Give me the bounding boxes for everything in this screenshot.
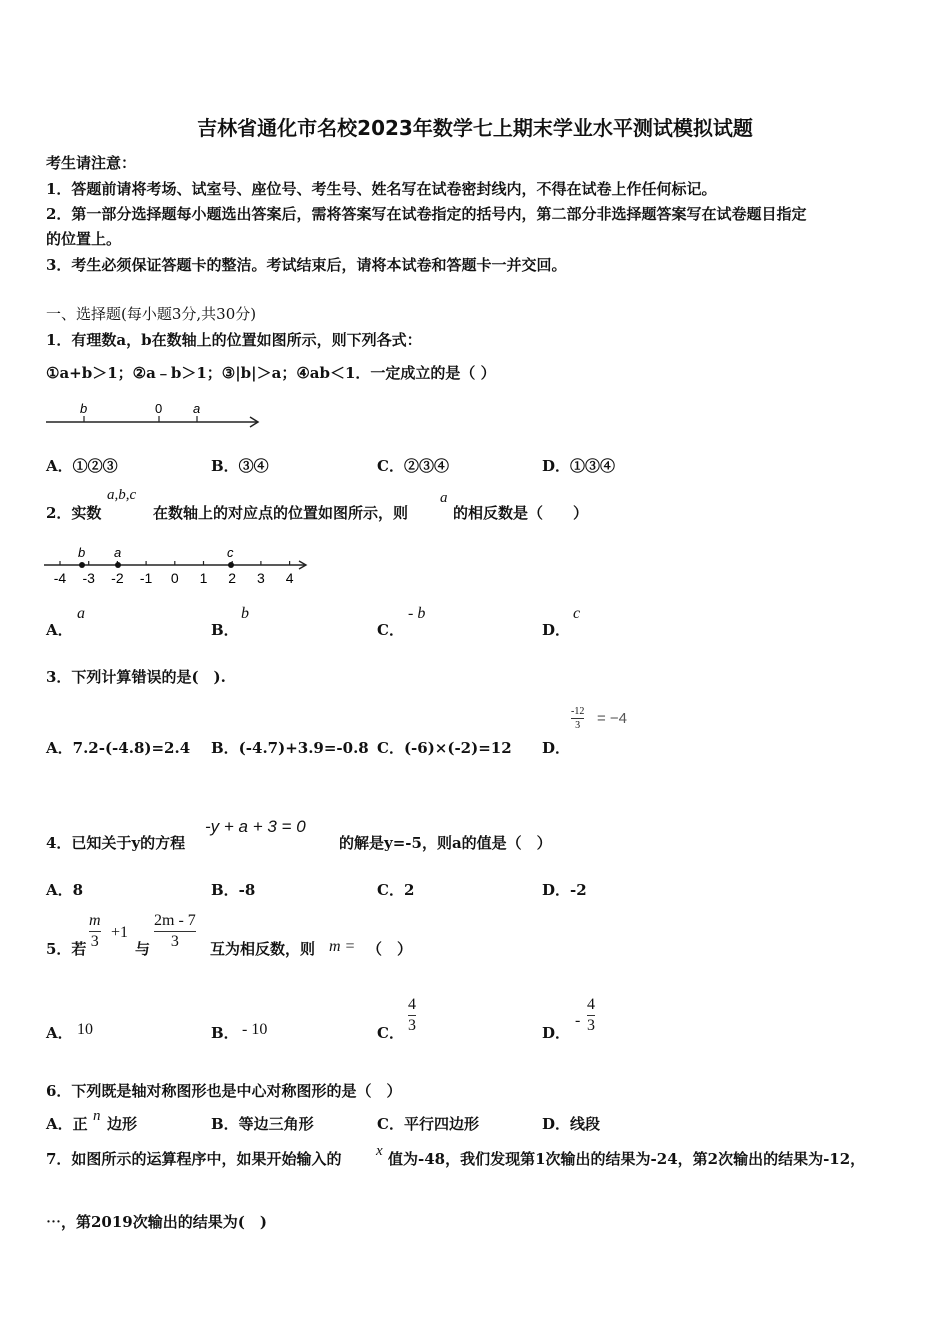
q5-stem-mid: 与 [135, 940, 151, 958]
q5-stem-pre: 5．若 [46, 940, 87, 958]
q2-stem-mid: 在数轴上的对应点的位置如图所示，则 [153, 504, 409, 522]
notice-item-2-cont: 的位置上。 [46, 230, 122, 248]
q2-point-c [228, 562, 234, 568]
q4-option-d[interactable]: D．-2 [542, 881, 587, 899]
q5-option-d-label[interactable]: D． [542, 1024, 571, 1042]
q4-stem-post: 的解是y=-5，则a的值是（ ） [339, 834, 552, 852]
q2-axis-tick-label: -3 [82, 570, 95, 586]
q1-option-b[interactable]: B．③④ [211, 457, 269, 475]
q1-axis-label-0: 0 [155, 401, 163, 416]
section-heading: 一、选择题(每小题3分,共30分) [46, 305, 257, 323]
q5-paren: （ ） [367, 940, 413, 958]
q5-option-b-label[interactable]: B． [211, 1024, 239, 1042]
q6-option-c[interactable]: C．平行四边形 [377, 1115, 479, 1133]
q5-option-a-value: 10 [77, 1021, 93, 1038]
q3-option-b[interactable]: B．(-4.7)+3.9=-0.8 [211, 739, 369, 757]
q2-point-a [115, 562, 121, 568]
q2-point-label-b: b [78, 545, 86, 560]
q7-stem-pre: 7．如图所示的运算程序中，如果开始输入的 [46, 1150, 342, 1168]
notice-item-1: 1．答题前请将考场、试室号、座位号、考生号、姓名写在试卷密封线内，不得在试卷上作任何标记。 [46, 180, 717, 198]
q5-fraction-2 [154, 912, 196, 951]
q2-vars: a,b,c [107, 487, 137, 503]
q5-d-denominator: 3 [587, 1017, 595, 1034]
q2-option-c-label[interactable]: C． [377, 621, 404, 639]
q1-stem: 1．有理数a，b在数轴上的位置如图所示，则下列各式： [46, 331, 422, 349]
q3-d-numerator: -12 [571, 706, 585, 717]
q2-stem-post: 的相反数是（ ） [453, 504, 589, 522]
q2-option-c-value: - b [408, 605, 426, 622]
q5-option-b-value: - 10 [242, 1021, 268, 1038]
q3-option-d-fraction [571, 706, 584, 731]
q5-f1-denominator: 3 [90, 933, 99, 950]
q1-option-c[interactable]: C．②③④ [377, 457, 449, 475]
q4-option-b[interactable]: B．-8 [211, 881, 256, 899]
q4-option-a[interactable]: A．8 [46, 881, 84, 899]
q2-axis-tick-label: -1 [139, 570, 153, 586]
notice-heading: 考生请注意： [46, 154, 137, 172]
q4-equation: -y + a + 3 = 0 [205, 817, 306, 836]
q2-option-b-value: b [241, 605, 249, 622]
q5-option-c-label[interactable]: C． [377, 1024, 404, 1042]
q2-axis-tick-label: 3 [257, 570, 265, 586]
q2-point-label-c: c [227, 545, 234, 560]
q2-axis-tick-label: 2 [228, 570, 237, 586]
q1-number-line [40, 396, 270, 436]
q2-option-d-label[interactable]: D． [542, 621, 571, 639]
q5-f1-numerator: m [89, 912, 101, 929]
q1-option-a[interactable]: A．①②③ [46, 457, 118, 475]
q6-option-a-post: 边形 [107, 1115, 138, 1133]
q7-stem-post: 值为-48，我们发现第1次输出的结果为-24，第2次输出的结果为-12， [388, 1150, 866, 1168]
q3-stem: 3．下列计算错误的是( ). [46, 668, 226, 686]
q5-c-numerator: 4 [408, 996, 416, 1013]
page-title: 吉林省通化市名校2023年数学七上期末学业水平测试模拟试题 [197, 116, 753, 140]
q5-option-a-label[interactable]: A． [46, 1024, 73, 1042]
q5-f2-denominator: 3 [170, 933, 179, 950]
q2-axis-tick-label: -4 [53, 570, 67, 586]
q1-axis-label-b: b [80, 401, 88, 416]
q2-point-b [79, 562, 85, 568]
q2-option-b-label[interactable]: B． [211, 621, 239, 639]
q6-option-a-n: n [93, 1108, 101, 1124]
q2-option-a-label[interactable]: A． [46, 621, 73, 639]
q1-axis-label-a: a [193, 401, 201, 416]
q5-fraction-1 [89, 912, 101, 951]
q3-option-a[interactable]: A．7.2-(-4.8)=2.4 [46, 739, 191, 757]
notice-item-2: 2．第一部分选择题每小题选出答案后，需将答案写在试卷指定的括号内，第二部分非选择题答案写在试卷题目指定 [46, 205, 807, 223]
q2-option-d-value: c [573, 605, 581, 622]
q6-option-a-pre[interactable]: A．正 [46, 1115, 88, 1133]
q2-axis-tick-label: 4 [285, 570, 294, 586]
q5-stem-post: 互为相反数，则 [210, 940, 316, 958]
q7-var-x: x [376, 1143, 383, 1159]
q1-option-d[interactable]: D．①③④ [542, 457, 616, 475]
q2-number-line [40, 544, 315, 588]
q2-point-label-a: a [114, 545, 122, 560]
q6-option-d[interactable]: D．线段 [542, 1115, 601, 1133]
q5-option-d-neg: - [575, 1012, 581, 1029]
q5-m-equals: m = [329, 938, 356, 955]
q5-c-denominator: 3 [408, 1017, 416, 1034]
q3-option-d-label[interactable]: D． [542, 739, 571, 757]
q5-plus-one: +1 [111, 924, 129, 941]
q4-stem-pre: 4．已知关于y的方程 [46, 834, 186, 852]
q2-axis-tick-label: 1 [199, 570, 208, 586]
q7-stem-line2: ⋯，第2019次输出的结果为( ) [46, 1213, 267, 1231]
q2-stem-pre: 2．实数 [46, 504, 102, 522]
q5-option-d-fraction [587, 996, 595, 1035]
q2-axis-tick-label: -2 [111, 570, 124, 586]
q2-axis-tick-label: 0 [170, 570, 179, 586]
q2-var-a: a [440, 490, 448, 506]
q6-stem: 6．下列既是轴对称图形也是中心对称图形的是（ ） [46, 1082, 402, 1100]
q5-option-c-fraction [408, 996, 416, 1035]
q1-statements: ①a+b＞1；②a﹣b＞1；③|b|＞a；④ab＜1．一定成立的是（ ） [46, 364, 496, 382]
q3-option-c[interactable]: C．(-6)×(-2)=12 [377, 739, 512, 757]
q3-option-d-rest: = −4 [597, 710, 628, 727]
q4-option-c[interactable]: C．2 [377, 881, 415, 899]
q5-f2-numerator: 2m - 7 [154, 912, 196, 929]
q3-d-denominator: 3 [575, 720, 581, 731]
q6-option-b[interactable]: B．等边三角形 [211, 1115, 314, 1133]
q2-option-a-value: a [77, 605, 85, 622]
notice-item-3: 3．考生必须保证答题卡的整洁。考试结束后，请将本试卷和答题卡一并交回。 [46, 256, 567, 274]
q5-d-numerator: 4 [587, 996, 595, 1013]
